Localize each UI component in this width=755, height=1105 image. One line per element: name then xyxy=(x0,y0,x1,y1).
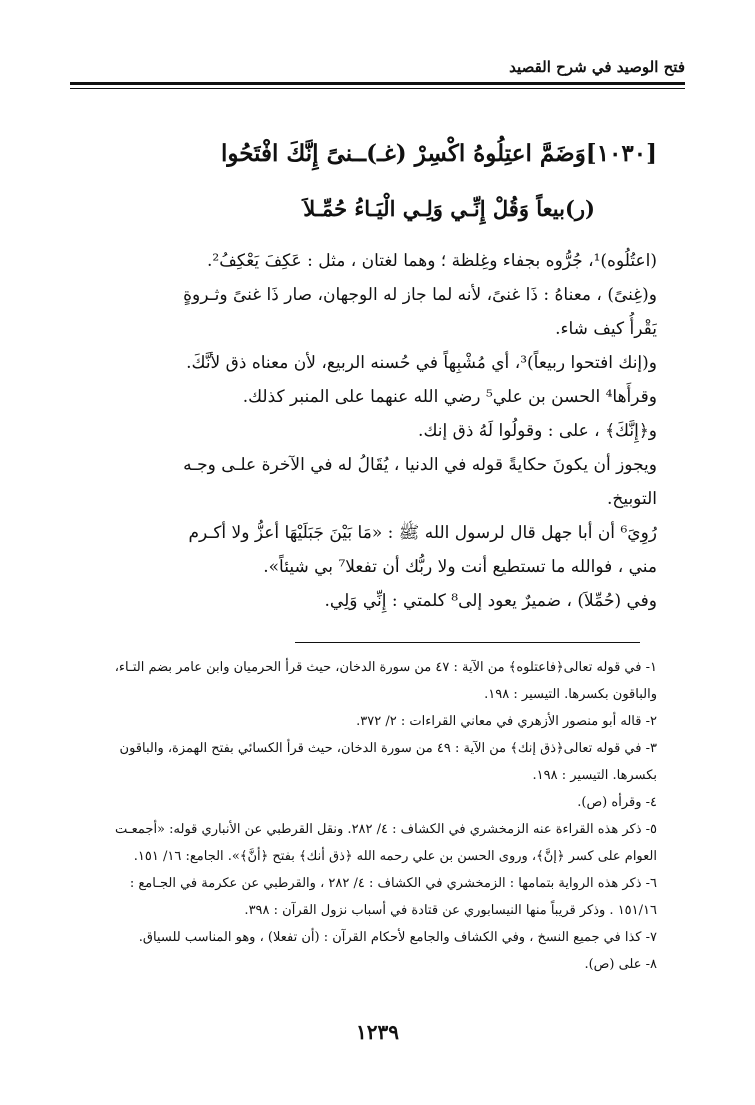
footnote-8: ٨- على (ص). xyxy=(584,957,657,972)
header-rule-thin xyxy=(70,88,685,89)
footnote-1-cont: والباقون بكسرها. التيسير : ١٩٨. xyxy=(484,687,657,702)
commentary-line-7: ويجوز أن يكونَ حكايةً قوله في الدنيا ، يُقَالُ له في الآخرة علـى وجـه xyxy=(183,455,657,475)
footnote-2: ٢- قاله أبو منصور الأزهري في معاني القراءات : ٢/ ٣٧٢. xyxy=(356,714,657,729)
footnote-3: ٣- في قوله تعالى﴿ذق إنك﴾ من الآية : ٤٩ من سورة الدخان، حيث قرأ الكسائي بفتح الهمزة، والباقون xyxy=(119,741,657,756)
commentary-line-5: وقرأَها⁴ الحسن بن علي⁵ رضي الله عنهما على المنبر كذلك. xyxy=(242,387,657,407)
commentary-line-9: رُوِيَ⁶ أن أبا جهل قال لرسول الله ﷺ : «مَا بَيْنَ جَبَلَيْهَا أعزُّ ولا أكـرم xyxy=(188,523,657,543)
verse-line-1: [١٠٣٠]وَضَمَّ اعتِلُوهُ اكْسِرْ (غـ)ــنىً إِنَّكَ افْتَحُوا xyxy=(220,140,657,167)
footnote-4: ٤- وقرأه (ص). xyxy=(577,795,657,810)
footnote-6: ٦- ذكر هذه الرواية بتمامها : الزمخشري في الكشاف : ٤/ ٢٨٢ ، والقرطبي عن عكرمة في الجـامع : xyxy=(129,876,657,891)
footnote-separator xyxy=(295,642,640,643)
verse-line-2: (ر)بيعاً وَقُلْ إِنِّـي وَلِـي الْيَـاءُ حُمِّـلاَ xyxy=(303,196,595,221)
commentary-body xyxy=(98,244,657,618)
commentary-line-8: التوبيخ. xyxy=(606,489,657,509)
commentary-line-2: و(غِنىً) ، معناهُ : ذَا غنىً، لأنه لما جاز له الوجهان، صار ذَا غنىً وثـروةٍ xyxy=(183,285,657,305)
footnote-5-cont: العوام على كسر ﴿إنَّ﴾، وروى الحسن بن علي رحمه الله ﴿ذق أنك﴾ بفتح ﴿أنَّ﴾». الجامع: ١٦/ ١٥١. xyxy=(133,849,657,864)
header-rule-thick xyxy=(70,82,685,85)
commentary-line-1: (اعتُلُوه)¹، جُرُّوه بجفاء وغِلظة ؛ وهما لغتان ، مثل : عَكِفَ يَعْكِفُ². xyxy=(207,251,657,271)
commentary-line-10: مني ، فوالله ما تستطيع أنت ولا ربُّك أن تفعلا⁷ بي شيئاً». xyxy=(263,557,657,577)
footnote-3-cont: بكسرها. التيسير : ١٩٨. xyxy=(532,768,657,783)
running-header-title: فتح الوصيد في شرح القصيد xyxy=(509,58,685,76)
commentary-line-11: وفي (حُمِّلاَ) ، ضميرٌ يعود إلى⁸ كلمتي : إِنِّي وَلِي. xyxy=(324,591,657,611)
commentary-line-3: يَقْرأُ كيف شاء. xyxy=(555,319,657,339)
commentary-line-4: و(إنك افتحوا ربيعاً)³، أي مُشْبِهاً في حُسنه الربيع، لأن معناه ذق لأنَّكَ. xyxy=(186,353,657,373)
footnotes xyxy=(98,654,657,978)
footnote-1: ١- في قوله تعالى﴿فاعتلوه﴾ من الآية : ٤٧ من سورة الدخان، حيث قرأ الحرميان وابن عامر بضم التـاء، xyxy=(114,660,657,675)
commentary-line-6: و﴿إِنَّكَ﴾ ، على : وقولُوا لَهُ ذق إنك. xyxy=(418,421,657,441)
footnote-7: ٧- كذا في جميع النسخ ، وفي الكشاف والجامع لأحكام القرآن : (أن تفعلا) ، وهو المناسب للسياق. xyxy=(138,930,657,945)
footnote-5: ٥- ذكر هذه القراءة عنه الزمخشري في الكشاف : ٤/ ٢٨٢. ونقل القرطبي عن الأنباري قوله: «أجمعـت xyxy=(115,822,657,837)
footnote-6-cont: ١٥١/١٦ . وذكر قريباً منها النيسابوري عن قتادة في أسباب نزول القرآن : ٣٩٨. xyxy=(244,903,657,918)
page-number: ١٢٣٩ xyxy=(356,1020,399,1044)
